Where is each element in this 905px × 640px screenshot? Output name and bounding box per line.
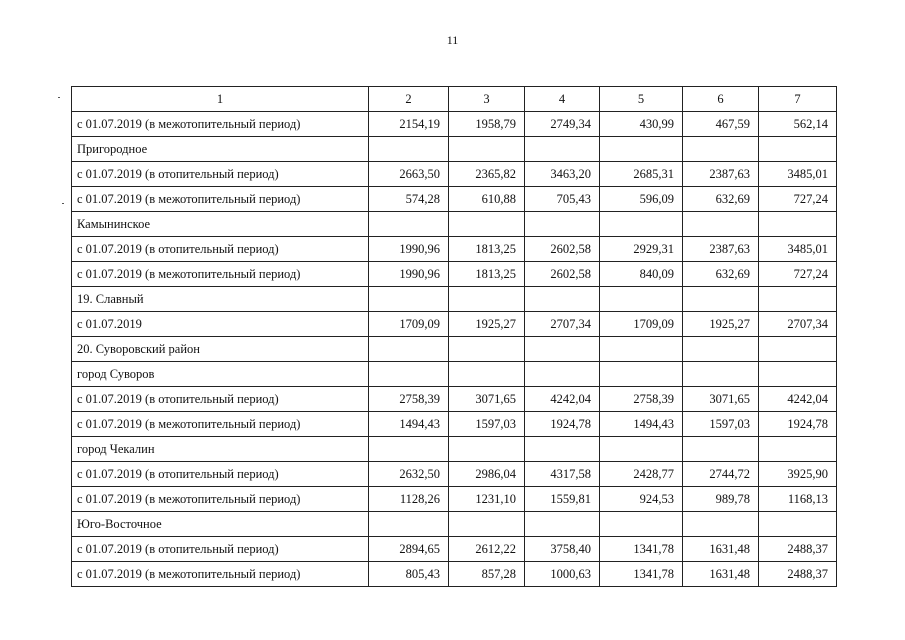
table-body: [72, 112, 837, 587]
value-cell: [759, 512, 837, 537]
value-cell: 727,24: [759, 187, 837, 212]
value-cell: 2663,50: [369, 162, 449, 187]
value-cell: [525, 512, 600, 537]
value-cell: 2758,39: [369, 387, 449, 412]
value-cell: [683, 137, 759, 162]
row-label: с 01.07.2019 (в межотопительный период): [72, 262, 369, 287]
value-cell: 2749,34: [525, 112, 600, 137]
value-cell: 3071,65: [683, 387, 759, 412]
row-label: с 01.07.2019 (в отопительный период): [72, 162, 369, 187]
table-row: [72, 337, 837, 362]
row-label: 20. Суворовский район: [72, 337, 369, 362]
value-cell: [600, 212, 683, 237]
value-cell: 2929,31: [600, 237, 683, 262]
table-row: [72, 362, 837, 387]
value-cell: 1341,78: [600, 562, 683, 587]
value-cell: [683, 212, 759, 237]
value-cell: 1924,78: [759, 412, 837, 437]
value-cell: 3485,01: [759, 237, 837, 262]
column-header: 1: [72, 87, 369, 112]
row-label: с 01.07.2019: [72, 312, 369, 337]
value-cell: 1631,48: [683, 537, 759, 562]
value-cell: [369, 362, 449, 387]
table-row: [72, 512, 837, 537]
value-cell: 2365,82: [449, 162, 525, 187]
table-row: [72, 287, 837, 312]
value-cell: [525, 437, 600, 462]
value-cell: 2612,22: [449, 537, 525, 562]
value-cell: [759, 437, 837, 462]
value-cell: 2894,65: [369, 537, 449, 562]
value-cell: [683, 512, 759, 537]
value-cell: [369, 512, 449, 537]
table-row: [72, 162, 837, 187]
value-cell: [369, 212, 449, 237]
row-label: с 01.07.2019 (в отопительный период): [72, 237, 369, 262]
value-cell: 1709,09: [369, 312, 449, 337]
value-cell: [759, 337, 837, 362]
table-row: [72, 562, 837, 587]
value-cell: 805,43: [369, 562, 449, 587]
value-cell: 1597,03: [449, 412, 525, 437]
value-cell: 4242,04: [759, 387, 837, 412]
scan-speck: [62, 203, 64, 204]
value-cell: 1990,96: [369, 262, 449, 287]
value-cell: [449, 337, 525, 362]
value-cell: 4317,58: [525, 462, 600, 487]
table-header-row: [72, 87, 837, 112]
value-cell: 2488,37: [759, 537, 837, 562]
row-label: город Суворов: [72, 362, 369, 387]
value-cell: 2428,77: [600, 462, 683, 487]
value-cell: 2387,63: [683, 162, 759, 187]
value-cell: [369, 287, 449, 312]
value-cell: [600, 337, 683, 362]
value-cell: 1168,13: [759, 487, 837, 512]
table-row: [72, 237, 837, 262]
value-cell: [759, 362, 837, 387]
table-row: [72, 137, 837, 162]
column-header: 4: [525, 87, 600, 112]
value-cell: [369, 137, 449, 162]
value-cell: [449, 287, 525, 312]
row-label: с 01.07.2019 (в межотопительный период): [72, 487, 369, 512]
column-header: 5: [600, 87, 683, 112]
value-cell: 1597,03: [683, 412, 759, 437]
value-cell: 610,88: [449, 187, 525, 212]
value-cell: 2707,34: [759, 312, 837, 337]
value-cell: 1000,63: [525, 562, 600, 587]
value-cell: 1341,78: [600, 537, 683, 562]
value-cell: 924,53: [600, 487, 683, 512]
column-header: 7: [759, 87, 837, 112]
value-cell: 3758,40: [525, 537, 600, 562]
value-cell: 1231,10: [449, 487, 525, 512]
value-cell: [525, 337, 600, 362]
table-row: [72, 412, 837, 437]
value-cell: 1925,27: [449, 312, 525, 337]
value-cell: [600, 137, 683, 162]
value-cell: 3925,90: [759, 462, 837, 487]
value-cell: 1990,96: [369, 237, 449, 262]
value-cell: [449, 362, 525, 387]
value-cell: [600, 437, 683, 462]
row-label: с 01.07.2019 (в отопительный период): [72, 462, 369, 487]
value-cell: [525, 212, 600, 237]
row-label: с 01.07.2019 (в отопительный период): [72, 387, 369, 412]
value-cell: 632,69: [683, 262, 759, 287]
value-cell: 1494,43: [600, 412, 683, 437]
value-cell: [683, 437, 759, 462]
value-cell: 1559,81: [525, 487, 600, 512]
value-cell: [759, 137, 837, 162]
value-cell: 1709,09: [600, 312, 683, 337]
row-label: Пригородное: [72, 137, 369, 162]
row-label: город Чекалин: [72, 437, 369, 462]
value-cell: 4242,04: [525, 387, 600, 412]
table-row: [72, 262, 837, 287]
value-cell: 1813,25: [449, 237, 525, 262]
row-label: Камынинское: [72, 212, 369, 237]
table-row: [72, 187, 837, 212]
row-label: с 01.07.2019 (в межотопительный период): [72, 112, 369, 137]
value-cell: 430,99: [600, 112, 683, 137]
value-cell: 2488,37: [759, 562, 837, 587]
value-cell: 574,28: [369, 187, 449, 212]
value-cell: 3485,01: [759, 162, 837, 187]
value-cell: 3463,20: [525, 162, 600, 187]
column-header: 3: [449, 87, 525, 112]
row-label: 19. Славный: [72, 287, 369, 312]
value-cell: [683, 337, 759, 362]
tariff-table: [71, 86, 837, 587]
value-cell: 840,09: [600, 262, 683, 287]
value-cell: 1494,43: [369, 412, 449, 437]
value-cell: [600, 287, 683, 312]
column-header: 6: [683, 87, 759, 112]
table-row: [72, 387, 837, 412]
value-cell: 2602,58: [525, 237, 600, 262]
value-cell: 467,59: [683, 112, 759, 137]
value-cell: 2744,72: [683, 462, 759, 487]
table-row: [72, 537, 837, 562]
value-cell: 2154,19: [369, 112, 449, 137]
value-cell: 3071,65: [449, 387, 525, 412]
value-cell: 1925,27: [683, 312, 759, 337]
value-cell: [525, 287, 600, 312]
column-header: 2: [369, 87, 449, 112]
row-label: Юго-Восточное: [72, 512, 369, 537]
value-cell: 705,43: [525, 187, 600, 212]
value-cell: [525, 137, 600, 162]
table-row: [72, 437, 837, 462]
table-row: [72, 462, 837, 487]
table-row: [72, 312, 837, 337]
value-cell: [369, 337, 449, 362]
value-cell: 1128,26: [369, 487, 449, 512]
table-row: [72, 212, 837, 237]
value-cell: 2685,31: [600, 162, 683, 187]
row-label: с 01.07.2019 (в межотопительный период): [72, 412, 369, 437]
value-cell: 1958,79: [449, 112, 525, 137]
value-cell: [369, 437, 449, 462]
value-cell: [683, 287, 759, 312]
value-cell: [759, 287, 837, 312]
table-row: [72, 487, 837, 512]
value-cell: 857,28: [449, 562, 525, 587]
value-cell: 2986,04: [449, 462, 525, 487]
value-cell: 1813,25: [449, 262, 525, 287]
value-cell: [449, 212, 525, 237]
value-cell: 1631,48: [683, 562, 759, 587]
value-cell: 2387,63: [683, 237, 759, 262]
value-cell: [449, 137, 525, 162]
value-cell: [600, 362, 683, 387]
value-cell: 1924,78: [525, 412, 600, 437]
value-cell: 596,09: [600, 187, 683, 212]
value-cell: 727,24: [759, 262, 837, 287]
row-label: с 01.07.2019 (в межотопительный период): [72, 562, 369, 587]
value-cell: 2707,34: [525, 312, 600, 337]
value-cell: [600, 512, 683, 537]
value-cell: 989,78: [683, 487, 759, 512]
value-cell: 562,14: [759, 112, 837, 137]
row-label: с 01.07.2019 (в отопительный период): [72, 537, 369, 562]
page-number: 11: [446, 33, 459, 47]
value-cell: [525, 362, 600, 387]
value-cell: [449, 437, 525, 462]
value-cell: 2632,50: [369, 462, 449, 487]
scan-speck: [58, 97, 60, 98]
value-cell: [683, 362, 759, 387]
value-cell: 632,69: [683, 187, 759, 212]
table-row: [72, 112, 837, 137]
value-cell: 2758,39: [600, 387, 683, 412]
row-label: с 01.07.2019 (в межотопительный период): [72, 187, 369, 212]
value-cell: 2602,58: [525, 262, 600, 287]
value-cell: [759, 212, 837, 237]
value-cell: [449, 512, 525, 537]
